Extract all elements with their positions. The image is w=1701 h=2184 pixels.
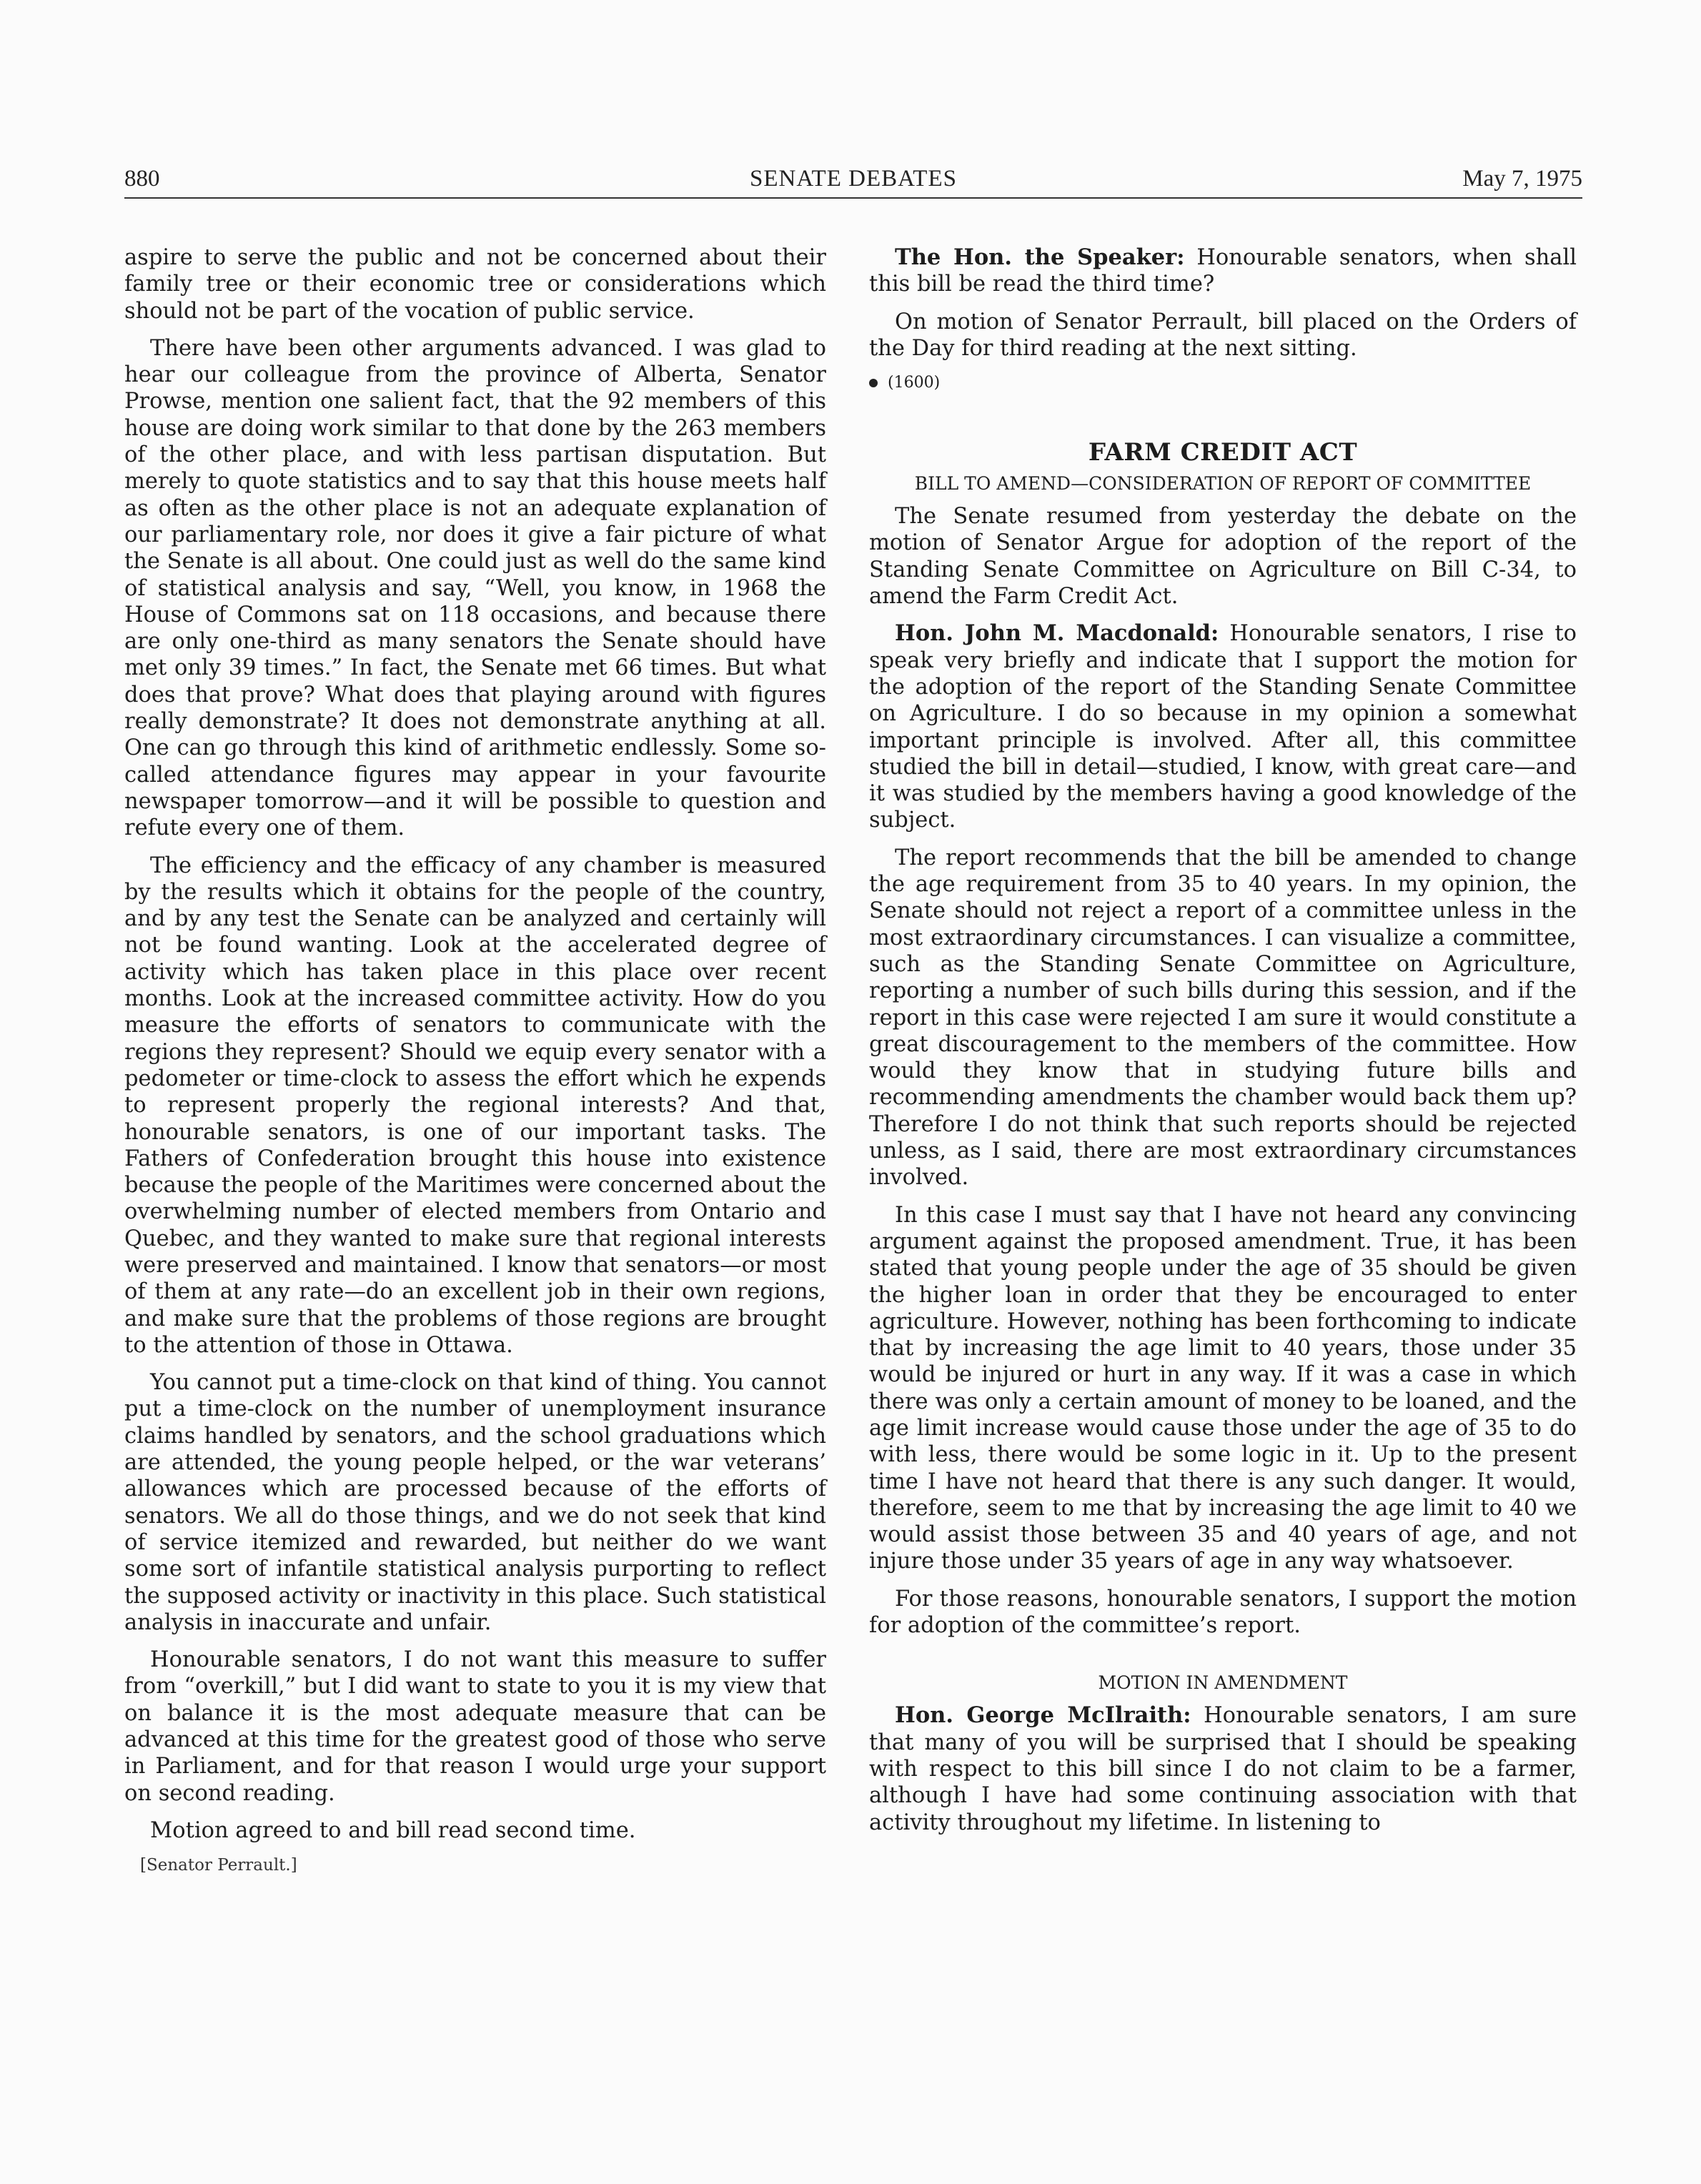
- publication-date: May 7, 1975: [1462, 166, 1582, 192]
- footer-reference: [Senator Perrault.]: [140, 1856, 297, 1875]
- speaker-text: Honourable senators, I am sure that many of you will be surprised that I should be speaking with respect to this bill since I do not claim to be a farmer, although I have had some continuing association with that activity throughout my lifetime. In listening to: [869, 1703, 1577, 1835]
- paragraph: Honourable senators, I do not want this measure to suffer from “overkill,” but I did want to state to you it is my view that on balance it is the most adequate measure that can be advanced at this time for the greatest good of those who serve in Parliament, and for that reason I would urge your support on second reading.: [124, 1647, 826, 1806]
- amendment-heading: MOTION IN AMENDMENT: [1098, 1672, 1348, 1694]
- time-marker: [869, 372, 1577, 394]
- speaker-paragraph: [869, 1702, 1577, 1835]
- speaker-paragraph: [869, 244, 1577, 298]
- speaker-text: Honourable senators, when shall this bill be read the third time?: [869, 245, 1577, 297]
- page-number: 880: [124, 166, 160, 192]
- time-marker-text: (1600): [888, 374, 941, 392]
- speaker-name: Hon. John M. Macdonald:: [895, 620, 1219, 647]
- paragraph: On motion of Senator Perrault, bill placed on the Orders of the Day for third reading at the next sitting.: [869, 309, 1577, 361]
- paragraph: For those reasons, honourable senators, I support the motion for adoption of the committee’s report.: [869, 1586, 1577, 1639]
- page-header: [124, 163, 1582, 199]
- bullet-icon: [869, 379, 878, 387]
- section-title: FARM CREDIT ACT: [1088, 438, 1358, 467]
- left-column: [124, 244, 826, 1876]
- speaker-paragraph: [869, 620, 1577, 833]
- paragraph: Motion agreed to and bill read second time.: [150, 1817, 636, 1843]
- section-subtitle: BILL TO AMEND—CONSIDERATION OF REPORT OF COMMITTEE: [914, 473, 1532, 495]
- paragraph: The Senate resumed from yesterday the debate on the motion of Senator Argue for adoption of the report of the Standing Senate Committee on Agriculture on Bill C-34, to amend the Farm Credit Act.: [869, 504, 1577, 610]
- paragraph: The efficiency and the efficacy of any chamber is measured by the results which it obtains for the people of the country, and by any test the Senate can be analyzed and certainly will not be found wanting. Look at the accelerated degree of activity which has taken place in this place over recent months. Look at the increased committee activity. How do you measure the efforts of senators to communicate with the regions they represent? Should we equip every senator with a pedometer or time-clock to assess the effort which he expends to represent properly the regional interests? And that, honourable senators, is one of our important tasks. The Fathers of Confederation brought this house into existence because the people of the Maritimes were concerned about the overwhelming number of elected members from Ontario and Quebec, and they wanted to make sure that regional interests were preserved and maintained. I know that senators—or most of them at any rate—do an excellent job in their own regions, and make sure that the problems of those regions are brought to the attention of those in Ottawa.: [124, 853, 826, 1358]
- speaker-name: Hon. George McIlraith:: [895, 1702, 1191, 1729]
- right-column: [869, 244, 1577, 1847]
- paragraph: In this case I must say that I have not heard any convincing argument against the proposed amendment. True, it has been stated that young people under the age of 35 should be given the higher loan in order that they be encouraged to enter agriculture. However, nothing has been forthcoming to indicate that by increasing the age limit to 40 years, those under 35 would be injured or hurt in any way. If it was a case in which there was only a certain amount of money to be loaned, and the age limit increase would cause those under the age of 35 to do with less, there would be some logic in it. Up to the present time I have not heard that there is any such danger. It would, therefore, seem to me that by increasing the age limit to 40 we would assist those between 35 and 40 years of age, and not injure those under 35 years of age in any way whatsoever.: [869, 1202, 1577, 1574]
- paragraph: You cannot put a time-clock on that kind of thing. You cannot put a time-clock on the number of unemployment insurance claims handled by senators, and the school graduations which are attended, the young people helped, or the war veterans’ allowances which are processed because of the efforts of senators. We all do those things, and we do not seek that kind of service itemized and rewarded, but neither do we want some sort of infantile statistical analysis purporting to reflect the supposed activity or inactivity in this place. Such statistical analysis in inaccurate and unfair.: [124, 1370, 826, 1635]
- paragraph: The report recommends that the bill be amended to change the age requirement from 35 to 40 years. In my opinion, the Senate should not reject a report of a committee unless in the most extraordinary circumstances. I can visualize a committee, such as the Standing Senate Committee on Agriculture, reporting a number of such bills during this session, and if the report in this case were rejected I am sure it would constitute a great discouragement to the members of the committee. How would they know that in studying future bills and recommending amendments the chamber would back them up? Therefore I do not think that such reports should be rejected unless, as I said, there are most extraordinary circumstances involved.: [869, 845, 1577, 1191]
- paragraph: There have been other arguments advanced. I was glad to hear our colleague from the province of Alberta, Senator Prowse, mention one salient fact, that the 92 members of this house are doing work similar to that done by the 263 members of the other place, and with less partisan disputation. But merely to quote statistics and to say that this house meets half as often as the other place is not an adequate explanation of our parliamentary role, nor does it give a fair picture of what the Senate is all about. One could just as well do the same kind of statistical analysis and say, “Well, you know, in 1968 the House of Commons sat on 118 occasions, and because there are only one-third as many senators the Senate should have met only 39 times.” In fact, the Senate met 66 times. But what does that prove? What does that playing around with figures really demonstrate? It does not demonstrate anything at all. One can go through this kind of arithmetic endlessly. Some so-called attendance figures may appear in your favourite newspaper tomorrow—and it will be possible to question and refute every one of them.: [124, 335, 826, 841]
- publication-title: SENATE DEBATES: [750, 166, 957, 192]
- paragraph: aspire to serve the public and not be concerned about their family tree or their economic tree or considerations which should not be part of the vocation of public service.: [124, 245, 826, 324]
- speaker-name: The Hon. the Speaker:: [895, 244, 1185, 270]
- speaker-text: Honourable senators, I rise to speak very briefly and indicate that I support the motion for the adoption of the report of the Standing Senate Committee on Agriculture. I do so because in my opinion a somewhat important principle is involved. After all, this committee studied the bill in detail—studied, I know, with great care—and it was studied by the members having a good knowledge of the subject.: [869, 621, 1577, 833]
